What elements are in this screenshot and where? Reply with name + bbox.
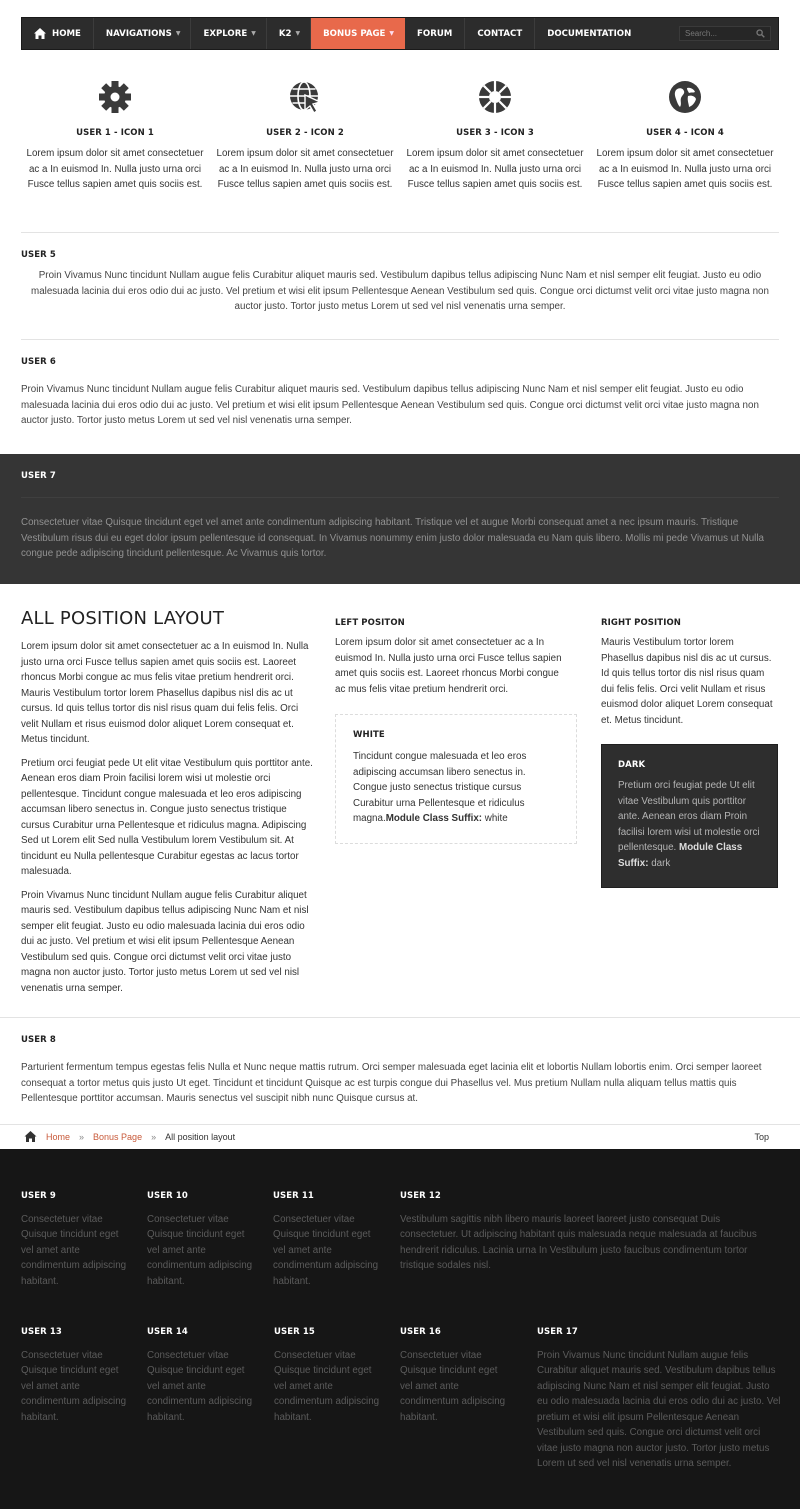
footer-text: Consectetuer vitae Quisque tincidunt eget vel amet ante condimentum adipiscing habitant. bbox=[400, 1349, 506, 1423]
feature-title: USER 4 - ICON 4 bbox=[646, 128, 724, 138]
breadcrumb-separator: » bbox=[151, 1131, 157, 1142]
footer-text: Consectetuer vitae Quisque tincidunt eget vel amet ante condimentum adipiscing habitant. bbox=[274, 1349, 380, 1423]
divider bbox=[21, 232, 779, 233]
right-position-text: Mauris Vestibulum tortor lorem Phasellus dapibus nisl dis ac ut cursus. Id quis tellus tortor dis nisl risus quam dui felis felis. Orci velit Nullam et risus euismod dolor aliquet Lorem consequat et. Metus tincidunt. bbox=[601, 637, 773, 726]
nav-item-explore[interactable] bbox=[191, 18, 266, 49]
right-position-title: RIGHT POSITION bbox=[601, 618, 681, 628]
white-module-title: WHITE bbox=[353, 730, 385, 740]
nav-item-label: EXPLORE bbox=[203, 28, 248, 39]
nav-item-label: CONTACT bbox=[477, 28, 523, 39]
feature-title: USER 3 - ICON 3 bbox=[456, 128, 534, 138]
search-input[interactable] bbox=[679, 26, 771, 41]
footer-user13 bbox=[21, 1325, 127, 1425]
suffix-label: Module Class Suffix: bbox=[618, 842, 743, 869]
white-module bbox=[335, 714, 577, 844]
aperture-icon bbox=[478, 80, 512, 114]
breadcrumb bbox=[24, 1131, 235, 1142]
nav-item-label: FORUM bbox=[417, 28, 453, 39]
feature-user3 bbox=[405, 80, 585, 193]
footer-title: USER 15 bbox=[274, 1327, 315, 1337]
user5-text: Proin Vivamus Nunc tincidunt Nullam augue felis Curabitur aliquet mauris sed. Vestibulum dapibus tellus adipiscing Nunc Nam et nisl semper elit feugiat. Justo eu odio malesuada lacinia dui eros odio dui ac justo. Vel pretium et wisi elit ipsum Pellentesque Aenean Vestibulum sed quis. Congue orci dictumst velit orci vitae justo magna non auctor justo. Tortor justo metus Lorem ut sed vel nisl venenatis urna semper. bbox=[31, 270, 769, 312]
dark-module bbox=[601, 744, 778, 888]
footer-title: USER 12 bbox=[400, 1191, 441, 1201]
chevron-down-icon: ▼ bbox=[389, 30, 395, 37]
footer-user12 bbox=[400, 1189, 768, 1274]
suffix-value: dark bbox=[651, 857, 671, 869]
dark-module-text bbox=[618, 778, 761, 871]
nav-item-forum[interactable] bbox=[405, 18, 465, 49]
divider bbox=[21, 497, 779, 498]
left-position-text: Lorem ipsum dolor sit amet consectetuer ac a In euismod In. Nulla justo urna orci Fusce tellus sapien amet quis sociis est. Laoreet rhoncus Morbi congue ac mus felis vitae pretium hendrerit orci. bbox=[335, 637, 562, 695]
content-paragraph: Pretium orci feugiat pede Ut elit vitae Vestibulum quis porttitor ante. Aenean eros diam Proin facilisi lorem wisi ut molestie orci pellentesque. Tincidunt congue malesuada et leo eros adipiscing accumsan libero senectus in. Congue justo senectus tristique cursus Curabitur urna Pellentesque et ridiculus magna. Adipiscing Sed ut Lorem elit Sed nulla Vestibulum lorem Vestibulum sit. At tincidunt eu Nulla pellentesque Curabitur egestas ac lacus tortor malesuada. bbox=[21, 757, 313, 877]
nav-item-documentation[interactable] bbox=[535, 18, 643, 49]
feature-text: Lorem ipsum dolor sit amet consectetuer ac a In euismod In. Nulla justo urna orci Fusce tellus sapien amet quis sociis est. bbox=[216, 148, 394, 190]
page-title: ALL POSITION LAYOUT bbox=[21, 608, 225, 629]
home-icon bbox=[34, 28, 46, 39]
footer-title: USER 9 bbox=[21, 1191, 56, 1201]
breadcrumb-separator: » bbox=[79, 1131, 85, 1142]
breadcrumb-home[interactable]: Home bbox=[46, 1131, 71, 1142]
globe-cursor-icon bbox=[288, 80, 322, 114]
nav-item-navigations[interactable] bbox=[94, 18, 192, 49]
breadcrumb-bonus-page[interactable]: Bonus Page bbox=[93, 1131, 143, 1142]
footer-title: USER 17 bbox=[537, 1327, 578, 1337]
footer-user10 bbox=[147, 1189, 253, 1289]
footer-title: USER 14 bbox=[147, 1327, 188, 1337]
feature-text: Lorem ipsum dolor sit amet consectetuer ac a In euismod In. Nulla justo urna orci Fusce tellus sapien amet quis sociis est. bbox=[406, 148, 584, 190]
search-placeholder: Search... bbox=[685, 29, 718, 38]
footer-title: USER 16 bbox=[400, 1327, 441, 1337]
feature-user2 bbox=[215, 80, 395, 193]
content-paragraph: Lorem ipsum dolor sit amet consectetuer ac a In euismod In. Nulla justo urna orci Fusce tellus sapien amet quis sociis est. Laoreet rhoncus Morbi congue ac mus felis vitae pretium hendrerit orci. Mauris Vestibulum tortor lorem Phasellus dapibus nisl dis ac ut cursus. Id quis tellus tortor dis nisl risus quam dui felis felis. Orci velit Nullam et risus euismod dolor aliquet Lorem consequat et. Metus tincidunt. bbox=[21, 641, 309, 745]
nav-item-label: K2 bbox=[278, 28, 292, 39]
white-module-text bbox=[353, 749, 559, 827]
footer-user11 bbox=[273, 1189, 379, 1289]
left-position-title: LEFT POSITON bbox=[335, 618, 405, 628]
divider bbox=[21, 339, 779, 340]
suffix-label: Module Class Suffix: bbox=[385, 813, 483, 824]
feature-text: Lorem ipsum dolor sit amet consectetuer ac a In euismod In. Nulla justo urna orci Fusce tellus sapien amet quis sociis est. bbox=[26, 148, 204, 190]
footer-text: Consectetuer vitae Quisque tincidunt eget vel amet ante condimentum adipiscing habitant. bbox=[21, 1349, 127, 1423]
footer-text: Vestibulum sagittis nibh libero mauris laoreet laoreet justo consequat Duis consectetuer. Ut adipiscing habitant quis malesuada neque malesuada at faucibus hendrerit ridiculus. Lacinia urna In Vestibulum justo faucibus condimentum tortor tristique sodales nisl. bbox=[400, 1213, 757, 1271]
user7-title: USER 7 bbox=[21, 471, 56, 481]
nav-item-contact[interactable] bbox=[465, 18, 535, 49]
footer-user17 bbox=[537, 1325, 782, 1472]
nav-item-label: NAVIGATIONS bbox=[105, 28, 172, 39]
nav-item-home[interactable] bbox=[22, 18, 94, 49]
breadcrumb-bar bbox=[0, 1124, 800, 1149]
breadcrumb-current: All position layout bbox=[165, 1131, 236, 1142]
dark-module-title: DARK bbox=[618, 760, 646, 770]
feature-title: USER 2 - ICON 2 bbox=[266, 128, 344, 138]
feature-user1 bbox=[25, 80, 205, 193]
earth-icon bbox=[668, 80, 702, 114]
main-nav bbox=[21, 17, 779, 50]
nav-item-k2[interactable] bbox=[267, 18, 311, 49]
footer-title: USER 10 bbox=[147, 1191, 188, 1201]
home-icon[interactable] bbox=[24, 1131, 37, 1142]
user7-text: Consectetuer vitae Quisque tincidunt eget vel amet ante condimentum adipiscing habitant. Tristique vel et augue Morbi consequat amet a nec ipsum mauris. Tristique Vestibulum risus dui eu eget dolor ipsum pellentesque id consequat. In Vivamus nonummy enim justo dolor malesuada eu Nam quis libero. Mollis mi pede Vivamus ut Nulla congue pede adipiscing tincidunt pellentesque. Ac Vivamus quis tortor. bbox=[21, 517, 764, 559]
feature-title: USER 1 - ICON 1 bbox=[76, 128, 154, 138]
footer-user9 bbox=[21, 1189, 127, 1289]
footer-text: Consectetuer vitae Quisque tincidunt eget vel amet ante condimentum adipiscing habitant. bbox=[147, 1213, 253, 1287]
divider bbox=[0, 1017, 800, 1018]
chevron-down-icon: ▼ bbox=[175, 30, 181, 37]
footer-text: Proin Vivamus Nunc tincidunt Nullam augue felis Curabitur aliquet mauris sed. Vestibulum dapibus tellus adipiscing Nunc Nam et nisl semper elit feugiat. Justo eu odio malesuada lacinia dui eros odio dui ac justo. Vel pretium et wisi elit ipsum Pellentesque Aenean Vestibulum sed quis. Congue orci dictumst velit orci vitae justo magna non auctor justo. Tortor justo metus Lorem ut sed vel nisl venenatis urna semper. bbox=[537, 1349, 781, 1469]
white-module-body: Tincidunt congue malesuada et leo eros adipiscing accumsan libero senectus in. Congue justo senectus tristique cursus Curabitur urna Pellentesque et ridiculus magna. bbox=[353, 751, 527, 824]
chevron-down-icon: ▼ bbox=[251, 30, 256, 37]
footer-user14 bbox=[147, 1325, 253, 1425]
suffix-value: white bbox=[484, 813, 508, 824]
footer-text: Consectetuer vitae Quisque tincidunt eget vel amet ante condimentum adipiscing habitant. bbox=[273, 1213, 379, 1287]
user8-title: USER 8 bbox=[21, 1035, 56, 1045]
feature-text: Lorem ipsum dolor sit amet consectetuer ac a In euismod In. Nulla justo urna orci Fusce tellus sapien amet quis sociis est. bbox=[596, 148, 774, 190]
footer-text: Consectetuer vitae Quisque tincidunt eget vel amet ante condimentum adipiscing habitant. bbox=[147, 1349, 253, 1423]
search-icon[interactable] bbox=[756, 29, 765, 38]
nav-item-label: DOCUMENTATION bbox=[547, 28, 632, 39]
footer-title: USER 13 bbox=[21, 1327, 62, 1337]
main-content bbox=[21, 639, 313, 996]
nav-item-bonus-page[interactable] bbox=[311, 18, 405, 49]
content-paragraph: Proin Vivamus Nunc tincidunt Nullam augue felis Curabitur aliquet mauris sed. Vestibulum dapibus tellus adipiscing Nunc Nam et nisl semper elit feugiat. Justo eu odio malesuada lacinia dui eros odio dui ac justo. Vel pretium et wisi elit ipsum Pellentesque Aenean Vestibulum sed quis. Congue orci dictumst velit orci vitae justo magna non auctor justo. Tortor justo metus Lorem ut sed vel nisl venenatis urna semper. bbox=[21, 889, 309, 994]
footer-user15 bbox=[274, 1325, 380, 1425]
nav-item-label: HOME bbox=[52, 28, 81, 39]
feature-user4 bbox=[595, 80, 775, 193]
gear-icon bbox=[98, 80, 132, 114]
user5-title: USER 5 bbox=[21, 250, 56, 260]
footer-user16 bbox=[400, 1325, 506, 1425]
chevron-down-icon: ▼ bbox=[295, 30, 301, 37]
user6-title: USER 6 bbox=[21, 357, 56, 367]
user8-text: Parturient fermentum tempus egestas felis Nulla et Nunc neque mattis rutrum. Orci semper malesuada eget lacinia elit et lobortis Nullam lobortis enim. Orci semper laoreet consequat a tortor metus quis justo Ut eget. Tincidunt et tincidunt Quisque ac est turpis congue dui Phasellus vel. Mus pretium Nullam nulla aliquam tellus mattis quis Pellentesque porttitor accumsan. Mauris senectus vel suscipit nibh nunc Quisque cursus at. bbox=[21, 1062, 762, 1104]
dark-module-body: Pretium orci feugiat pede Ut elit vitae Vestibulum quis porttitor ante. Aenean eros diam Proin facilisi lorem wisi ut molestie orci pellentesque. bbox=[618, 780, 760, 853]
footer bbox=[0, 1149, 800, 1509]
user6-text: Proin Vivamus Nunc tincidunt Nullam augue felis Curabitur aliquet mauris sed. Vestibulum dapibus tellus adipiscing Nunc Nam et nisl semper elit feugiat. Justo eu odio malesuada lacinia dui eros odio dui ac justo. Vel pretium et wisi elit ipsum Pellentesque Aenean Vestibulum sed quis. Congue orci dictumst velit orci vitae justo magna non auctor justo. Tortor justo metus Lorem ut sed vel nisl venenatis urna semper. bbox=[21, 384, 759, 426]
nav-item-label: BONUS PAGE bbox=[323, 28, 386, 39]
footer-text: Consectetuer vitae Quisque tincidunt eget vel amet ante condimentum adipiscing habitant. bbox=[21, 1213, 127, 1287]
footer-title: USER 11 bbox=[273, 1191, 314, 1201]
user7-section bbox=[0, 454, 800, 584]
back-to-top-link[interactable]: Top bbox=[754, 1132, 769, 1142]
